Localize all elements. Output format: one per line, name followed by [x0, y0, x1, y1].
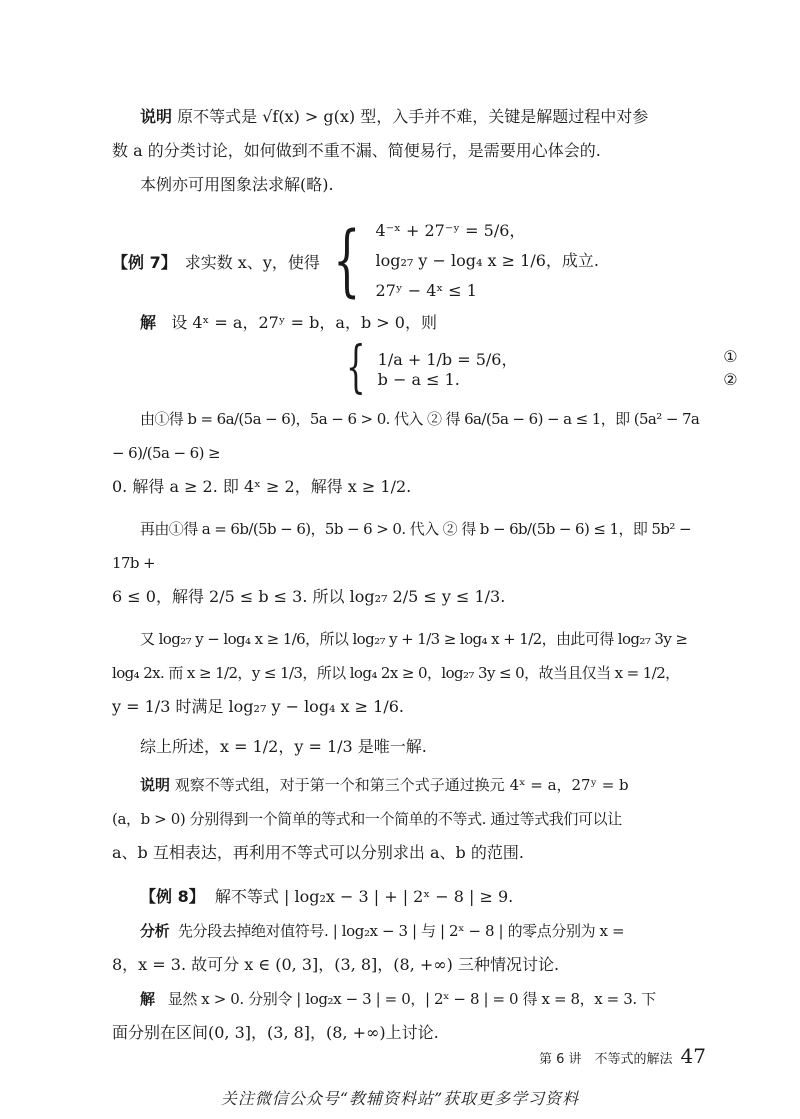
solution7-step1b: 0. 解得 a ≥ 2. 即 4ˣ ≥ 2，解得 x ≥ 1/2. [112, 477, 412, 496]
note1-line3: 本例亦可用图象法求解(略). [140, 175, 334, 194]
analysis8-line2: 8，x = 3. 故可分 x ∈ (0, 3]，(3, 8]，(8, +∞) 三种情况讨论. [112, 955, 560, 974]
page-content [112, 100, 738, 1050]
system-line-1: 4⁻ˣ + 27⁻ʸ = 5/6， [375, 221, 526, 240]
solution8-line2: 面分别在区间(0, 3]，(3, 8]，(8, +∞)上讨论. [112, 1023, 439, 1042]
equation-tag-2: ② [723, 370, 738, 389]
system-line-2: log₂₇ y − log₄ x ≥ 1/6，成立. [375, 251, 599, 270]
solution7-step1a: 由①得 b = 6a/(5a − 6)，5a − 6 > 0. 代入 ② 得 6a/(5a − 6) − a ≤ 1，即 (5a² − 7a − 6)/(5a − 6) ≥ [112, 410, 700, 462]
solution7-step2b: 6 ≤ 0，解得 2/5 ≤ b ≤ 3. 所以 log₂₇ 2/5 ≤ y ≤ 1/3. [112, 587, 506, 606]
note-label: 说明 [140, 776, 171, 794]
solution-label: 解 [140, 313, 157, 332]
solution7-intro: 解 设 4ˣ = a，27ʸ = b，a，b > 0，则 [140, 313, 437, 332]
section-title: 第 6 讲 不等式的解法 [539, 1052, 673, 1067]
system-line-3: 27ʸ − 4ˣ ≤ 1 [375, 281, 477, 300]
note2-line1: 说明 观察不等式组，对于第一个和第三个式子通过换元 4ˣ = a，27ʸ = b [140, 776, 629, 794]
solution7-conclusion: 综上所述，x = 1/2，y = 1/3 是唯一解. [140, 737, 427, 756]
solution-label: 解 [140, 990, 155, 1008]
equation-tag-1: ① [723, 347, 738, 366]
note2-line2: (a，b > 0) 分别得到一个简单的等式和一个简单的不等式. 通过等式我们可以让 [112, 810, 622, 828]
example8-statement: 【例 8】 解不等式 | log₂x − 3 | + | 2ˣ − 8 | ≥ 9. [140, 887, 514, 906]
inequality-system [376, 216, 599, 306]
left-brace: { [333, 216, 361, 306]
note2-line3: a、b 互相表达，再利用不等式可以分别求出 a、b 的范围. [112, 843, 524, 862]
solution7-step2a: 再由①得 a = 6b/(5b − 6)，5b − 6 > 0. 代入 ② 得 b − 6b/(5b − 6) ≤ 1，即 5b² − 17b + [112, 520, 691, 572]
page-number: 47 [680, 1044, 706, 1068]
solution7-step3b: log₄ 2x. 而 x ≥ 1/2，y ≤ 1/3，所以 log₄ 2x ≥ 0，log₂₇ 3y ≤ 0，故当且仅当 x = 1/2， [112, 664, 680, 682]
solution7-step3c: y = 1/3 时满足 log₂₇ y − log₄ x ≥ 1/6. [112, 697, 404, 716]
solution7-step3a: 又 log₂₇ y − log₄ x ≥ 1/6，所以 log₂₇ y + 1/3 ≥ log₄ x + 1/2，由此可得 log₂₇ 3y ≥ [140, 630, 688, 648]
watermark-text: 关注微信公众号“教辅资料站”获取更多学习资料 [220, 1089, 580, 1108]
substitution-system [338, 335, 738, 400]
example-label: 【例 8】 [140, 887, 205, 906]
example7-statement [112, 216, 700, 306]
example-label: 【例 7】 [112, 252, 177, 272]
equation-2: b − a ≤ 1. [377, 370, 460, 389]
analysis8-line1: 分析 先分段去掉绝对值符号. | log₂x − 3 | 与 | 2ˣ − 8 | 的零点分别为 x = [140, 922, 625, 940]
example7-prompt: 求实数 x、y，使得 [184, 252, 320, 272]
equation-1: 1/a + 1/b = 5/6， [377, 350, 518, 369]
page-footer [539, 1044, 706, 1068]
analysis-label: 分析 [140, 922, 170, 940]
note1-line1: 说明 原不等式是 √f(x) > g(x) 型，入手并不难，关键是解题过程中对参 [140, 107, 649, 126]
note-label: 说明 [140, 107, 173, 126]
left-brace: { [346, 335, 366, 400]
solution8-line1: 解 显然 x > 0. 分别令 | log₂x − 3 | = 0，| 2ˣ − 8 | = 0 得 x = 8，x = 3. 下 [140, 990, 656, 1008]
note1-line2: 数 a 的分类讨论，如何做到不重不漏、简便易行，是需要用心体会的. [112, 141, 601, 160]
